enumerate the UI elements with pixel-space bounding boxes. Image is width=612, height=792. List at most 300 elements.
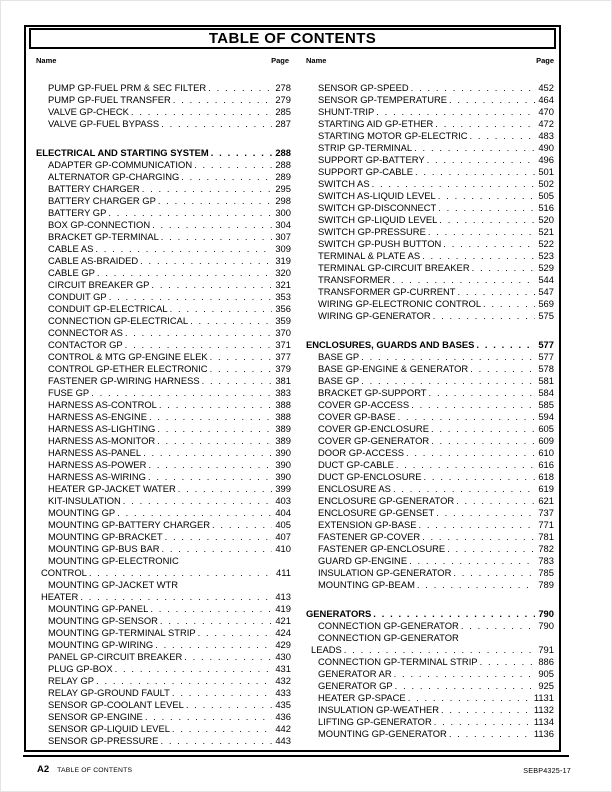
toc-entry-page: 356 <box>275 303 291 314</box>
toc-entry-page: 285 <box>275 106 291 117</box>
toc-entry-page: 319 <box>275 255 291 266</box>
toc-entry <box>306 166 554 178</box>
leader-dots <box>438 190 536 202</box>
toc-entry-page: 584 <box>538 387 554 398</box>
toc-entry <box>36 735 291 747</box>
toc-entry-label: HARNESS AS-CONTROL <box>48 399 157 410</box>
toc-entry-label: BASE GP <box>318 351 360 362</box>
leader-dots <box>431 435 535 447</box>
toc-entry <box>36 687 291 699</box>
toc-entry-page: 516 <box>538 202 554 213</box>
toc-entry-label: FUSE GP <box>48 387 90 398</box>
toc-entry <box>306 411 554 423</box>
toc-entry-page: 435 <box>275 699 291 710</box>
toc-entry <box>36 159 291 171</box>
toc-entry-page: 544 <box>538 274 554 285</box>
toc-entry-label: CONDUIT GP-ELECTRICAL <box>48 303 168 314</box>
leader-dots <box>160 615 272 627</box>
footer-page-code: A2 <box>37 764 50 775</box>
toc-entry-label: MOUNTING GP <box>48 507 116 518</box>
leader-dots <box>186 699 273 711</box>
leader-dots <box>435 118 535 130</box>
toc-entry <box>36 351 291 363</box>
toc-entry-label: HARNESS AS-PANEL <box>48 447 142 458</box>
toc-entry-label: CONNECTION GP-TERMINAL STRIP <box>318 656 478 667</box>
toc-entry <box>36 363 291 375</box>
toc-entry <box>36 82 291 94</box>
toc-entry-page: 771 <box>538 519 554 530</box>
toc-entry-page: 407 <box>275 531 291 542</box>
toc-entry-label: SENSOR GP-TEMPERATURE <box>318 94 448 105</box>
toc-entry-label: FASTENER GP-ENCLOSURE <box>318 543 446 554</box>
toc-entry <box>306 423 554 435</box>
toc-entry <box>36 267 291 279</box>
footer-section-label: TABLE OF CONTENTS <box>57 767 133 774</box>
leader-dots <box>157 435 272 447</box>
leader-dots <box>427 154 536 166</box>
toc-entry <box>36 231 291 243</box>
toc-entry <box>306 178 554 190</box>
leader-dots <box>441 704 531 716</box>
leader-dots <box>148 471 272 483</box>
toc-entry-label: CIRCUIT BREAKER GP <box>48 279 150 290</box>
toc-entry-label: CONNECTION GP-ELECTRICAL <box>48 315 189 326</box>
toc-entry-page: 781 <box>538 531 554 542</box>
toc-entry <box>36 507 291 519</box>
toc-entry-label: TERMINAL & PLATE AS <box>318 250 421 261</box>
toc-entry-label: CONTACTOR GP <box>48 339 123 350</box>
toc-entry-label: CABLE AS <box>48 243 94 254</box>
leader-dots <box>172 687 272 699</box>
leader-dots <box>117 507 272 519</box>
leader-dots <box>97 267 272 279</box>
leader-dots <box>483 298 535 310</box>
leader-dots <box>150 603 272 615</box>
leader-dots <box>190 315 272 327</box>
footer-rule <box>23 755 569 757</box>
toc-entry <box>36 519 291 531</box>
toc-entry-page: 575 <box>538 310 554 321</box>
leader-dots <box>417 579 535 591</box>
toc-column-right <box>306 82 554 740</box>
toc-entry-label: TERMINAL GP-CIRCUIT BREAKER <box>318 262 470 273</box>
toc-section-entry <box>36 147 291 159</box>
leader-dots <box>160 735 272 747</box>
toc-entry <box>36 675 291 687</box>
toc-entry-page: 359 <box>275 315 291 326</box>
toc-entry-label: HEATER <box>41 591 79 602</box>
leader-dots <box>443 238 535 250</box>
toc-entry-label: INSULATION GP-WEATHER <box>318 704 440 715</box>
leader-dots <box>439 214 535 226</box>
toc-entry <box>36 471 291 483</box>
toc-entry <box>306 656 554 668</box>
toc-entry-page: 785 <box>538 567 554 578</box>
toc-entry-page: 442 <box>275 723 291 734</box>
toc-entry-label: MOUNTING GP-PANEL <box>48 603 149 614</box>
toc-entry-page: 390 <box>275 471 291 482</box>
leader-dots <box>125 327 273 339</box>
leader-dots <box>210 351 273 363</box>
toc-entry <box>36 651 291 663</box>
toc-entry-page: 424 <box>275 627 291 638</box>
leader-dots <box>157 423 272 435</box>
toc-entry <box>36 195 291 207</box>
leader-dots <box>115 663 273 675</box>
toc-entry-label: BRACKET GP-SUPPORT <box>318 387 427 398</box>
toc-entry <box>36 387 291 399</box>
toc-entry-page: 581 <box>538 375 554 386</box>
toc-entry-page: 1134 <box>533 716 554 727</box>
toc-entry-label: SWITCH AS-LIQUID LEVEL <box>318 190 436 201</box>
toc-entry-page: 436 <box>275 711 291 722</box>
toc-entry <box>36 327 291 339</box>
leader-dots <box>461 620 536 632</box>
toc-entry-page: 405 <box>275 519 291 530</box>
leader-dots <box>143 447 272 459</box>
toc-entry-page: 618 <box>538 471 554 482</box>
toc-entry-page: 410 <box>275 543 291 554</box>
leader-dots <box>170 303 273 315</box>
toc-entry-page: 505 <box>538 190 554 201</box>
toc-entry-page: 295 <box>275 183 291 194</box>
toc-entry <box>306 190 554 202</box>
toc-entry-label: BATTERY GP <box>48 207 107 218</box>
toc-entry <box>36 447 291 459</box>
leader-dots <box>414 142 535 154</box>
toc-entry <box>36 94 291 106</box>
toc-entry-page: 433 <box>275 687 291 698</box>
toc-entry <box>306 351 554 363</box>
toc-entry-page: 789 <box>538 579 554 590</box>
toc-entry-page: 490 <box>538 142 554 153</box>
leader-dots <box>470 130 536 142</box>
toc-entry-page: 782 <box>538 543 554 554</box>
toc-entry-page: 379 <box>275 363 291 374</box>
toc-entry-page: 529 <box>538 262 554 273</box>
toc-entry-label: SWITCH AS <box>318 178 370 189</box>
toc-entry <box>36 243 291 255</box>
leader-dots <box>140 255 272 267</box>
toc-entry <box>306 716 554 728</box>
leader-dots <box>396 459 535 471</box>
toc-entry <box>36 219 291 231</box>
column-header-name-right: Name <box>306 56 327 65</box>
leader-dots <box>422 531 535 543</box>
toc-entry <box>306 250 554 262</box>
toc-entry-page: 621 <box>538 495 554 506</box>
toc-entry-label: PUMP GP-FUEL TRANSFER <box>48 94 171 105</box>
toc-entry-label: BASE GP-ENGINE & GENERATOR <box>318 363 469 374</box>
toc-entry <box>36 591 291 603</box>
toc-entry <box>36 118 291 130</box>
toc-entry <box>36 423 291 435</box>
toc-entry-page: 304 <box>275 219 291 230</box>
leader-dots <box>376 106 535 118</box>
toc-entry-page: 289 <box>275 171 291 182</box>
leader-dots <box>158 195 273 207</box>
toc-entry-label: MOUNTING GP-BRACKET <box>48 531 163 542</box>
toc-entry-label: SENSOR GP-ENGINE <box>48 711 143 722</box>
leader-dots <box>422 250 535 262</box>
toc-entry <box>306 704 554 716</box>
leader-dots <box>151 279 272 291</box>
toc-entry <box>36 531 291 543</box>
toc-entry-label: FASTENER GP-WIRING HARNESS <box>48 375 200 386</box>
toc-title-box <box>29 28 556 49</box>
toc-entry <box>306 106 554 118</box>
leader-dots <box>411 399 535 411</box>
toc-entry <box>306 543 554 555</box>
toc-entry-label: MOUNTING GP-BEAM <box>318 579 415 590</box>
toc-entry <box>36 207 291 219</box>
toc-entry-page: 371 <box>275 339 291 350</box>
toc-entry-label: PLUG GP-BOX <box>48 663 113 674</box>
toc-entry <box>306 118 554 130</box>
toc-entry-label: CONDUIT GP <box>48 291 107 302</box>
toc-entry-label: PUMP GP-FUEL PRM & SEC FILTER <box>48 82 207 93</box>
toc-entry-label: CABLE GP <box>48 267 95 278</box>
toc-entry-page: 1132 <box>533 704 554 715</box>
toc-entry-page: 464 <box>538 94 554 105</box>
toc-entry <box>306 555 554 567</box>
toc-entry-page: 523 <box>538 250 554 261</box>
toc-entry-label: GENERATOR AR <box>318 668 392 679</box>
leader-dots <box>123 495 273 507</box>
leader-dots <box>161 231 273 243</box>
leader-dots <box>344 644 536 656</box>
toc-entry-page: 470 <box>538 106 554 117</box>
leader-dots <box>202 375 273 387</box>
footer-doc-number: SEBP4325-17 <box>523 766 571 775</box>
toc-entry <box>36 279 291 291</box>
toc-entry-label: SWITCH GP-DISCONNECT <box>318 202 437 213</box>
toc-entry <box>36 291 291 303</box>
toc-entry-label: FASTENER GP-COVER <box>318 531 421 542</box>
leader-dots <box>194 159 272 171</box>
toc-entry-label: CABLE AS-BRAIDED <box>48 255 139 266</box>
toc-entry-label: ADAPTER GP-COMMUNICATION <box>48 159 193 170</box>
toc-entry-page: 790 <box>538 608 554 619</box>
toc-entry-page: 381 <box>275 375 291 386</box>
toc-entry <box>306 399 554 411</box>
leader-dots <box>392 274 535 286</box>
toc-entry-page: 430 <box>275 651 291 662</box>
leader-dots <box>125 339 273 351</box>
toc-entry-page: 383 <box>275 387 291 398</box>
toc-entry-label: WIRING GP-ELECTRONIC CONTROL <box>318 298 482 309</box>
leader-dots <box>211 147 273 159</box>
toc-entry-page: 353 <box>275 291 291 302</box>
footer-left <box>37 764 132 775</box>
toc-entry-label: MOUNTING GP-SENSOR <box>48 615 158 626</box>
toc-entry-label: GENERATOR GP <box>318 680 393 691</box>
toc-entry-label: COVER GP-GENERATOR <box>318 435 430 446</box>
toc-entry-label: CONTROL GP-ETHER ELECTRONIC <box>48 363 208 374</box>
leader-dots <box>184 651 272 663</box>
toc-entry-page: 321 <box>275 279 291 290</box>
leader-dots <box>161 543 272 555</box>
toc-entry <box>36 555 291 567</box>
toc-entry-label: LIFTING GP-GENERATOR <box>318 716 432 727</box>
leader-dots <box>155 639 272 651</box>
toc-entry-page: 413 <box>275 591 291 602</box>
toc-entry-label: BRACKET GP-TERMINAL <box>48 231 159 242</box>
leader-dots <box>89 567 273 579</box>
toc-entry-page: 547 <box>538 286 554 297</box>
toc-entry-page: 1136 <box>533 728 554 739</box>
leader-dots <box>438 202 535 214</box>
toc-entry <box>306 471 554 483</box>
toc-entry-label: MOUNTING GP-JACKET WTR <box>48 579 179 590</box>
toc-entry <box>36 495 291 507</box>
leader-dots <box>393 483 535 495</box>
toc-entry-label: BATTERY CHARGER GP <box>48 195 156 206</box>
toc-entry-page: 520 <box>538 214 554 225</box>
leader-dots <box>165 531 273 543</box>
leader-dots <box>398 411 536 423</box>
toc-entry-page: 300 <box>275 207 291 218</box>
leader-dots <box>409 555 535 567</box>
toc-entry <box>36 567 291 579</box>
toc-entry <box>306 226 554 238</box>
toc-entry <box>306 435 554 447</box>
column-header-name-left: Name <box>36 56 57 65</box>
leader-dots <box>108 207 272 219</box>
toc-entry-label: SHUNT-TRIP <box>318 106 375 117</box>
toc-entry-page: 585 <box>538 399 554 410</box>
toc-entry-page: 288 <box>275 159 291 170</box>
toc-entry-label: STARTING MOTOR GP-ELECTRIC <box>318 130 468 141</box>
leader-dots <box>433 310 536 322</box>
toc-entry <box>306 154 554 166</box>
toc-entry <box>36 435 291 447</box>
leader-dots <box>172 723 272 735</box>
toc-entry-page: 431 <box>275 663 291 674</box>
toc-entry-label: SWITCH GP-LIQUID LEVEL <box>318 214 438 225</box>
toc-entry-page: 783 <box>538 555 554 566</box>
toc-entry-page: 483 <box>538 130 554 141</box>
leader-dots <box>208 82 272 94</box>
toc-entry-page: 404 <box>275 507 291 518</box>
toc-entry <box>306 680 554 692</box>
toc-entry-label: KIT-INSULATION <box>48 495 121 506</box>
leader-dots <box>148 459 272 471</box>
toc-entry <box>306 262 554 274</box>
toc-entry-label: ENCLOSURE GP-GENERATOR <box>318 495 455 506</box>
leader-dots <box>149 411 272 423</box>
toc-entry-label: HARNESS AS-ENGINE <box>48 411 147 422</box>
toc-entry-label: SUPPORT GP-BATTERY <box>318 154 425 165</box>
toc-entry-page: 1131 <box>533 692 554 703</box>
toc-entry-label: BASE GP <box>318 375 360 386</box>
toc-entry-label: GUARD GP-ENGINE <box>318 555 408 566</box>
toc-entry-page: 501 <box>538 166 554 177</box>
leader-dots <box>431 423 535 435</box>
toc-entry-page: 377 <box>275 351 291 362</box>
toc-entry-page: 307 <box>275 231 291 242</box>
toc-entry-label: MOUNTING GP-WIRING <box>48 639 154 650</box>
leader-dots <box>411 82 536 94</box>
toc-entry <box>36 639 291 651</box>
toc-section-entry <box>306 608 554 620</box>
toc-entry-page: 886 <box>538 656 554 667</box>
toc-entry-page: 432 <box>275 675 291 686</box>
toc-entry <box>36 711 291 723</box>
toc-entry-label: EXTENSION GP-BASE <box>318 519 417 530</box>
toc-entry-label: TRANSFORMER GP-CURRENT <box>318 286 456 297</box>
toc-entry-label: HARNESS AS-MONITOR <box>48 435 156 446</box>
toc-entry <box>36 663 291 675</box>
leader-dots <box>434 716 531 728</box>
leader-dots <box>447 543 535 555</box>
leader-dots <box>456 495 535 507</box>
toc-entry-label: HEATER GP-JACKET WATER <box>48 483 176 494</box>
toc-entry-page: 905 <box>538 668 554 679</box>
toc-entry <box>306 375 554 387</box>
leader-dots <box>406 447 535 459</box>
leader-dots <box>361 375 535 387</box>
toc-entry-page: 390 <box>275 459 291 470</box>
toc-entry-label: MOUNTING GP-TERMINAL STRIP <box>48 627 196 638</box>
leader-dots <box>424 471 536 483</box>
toc-entry-label: SENSOR GP-COOLANT LEVEL <box>48 699 184 710</box>
toc-entry <box>306 387 554 399</box>
leader-dots <box>173 94 273 106</box>
toc-entry <box>306 495 554 507</box>
toc-entry <box>306 238 554 250</box>
leader-dots <box>470 363 535 375</box>
toc-entry <box>36 339 291 351</box>
toc-entry <box>36 399 291 411</box>
toc-entry <box>306 363 554 375</box>
leader-dots <box>145 711 273 723</box>
toc-entry-page: 298 <box>275 195 291 206</box>
toc-entry-label: STRIP GP-TERMINAL <box>318 142 413 153</box>
toc-entry <box>36 699 291 711</box>
leader-dots <box>131 106 272 118</box>
toc-entry <box>36 411 291 423</box>
toc-entry-page: 619 <box>538 483 554 494</box>
toc-entry-page: 790 <box>538 620 554 631</box>
toc-entry-page: 411 <box>276 567 291 578</box>
toc-entry-page: 403 <box>275 495 291 506</box>
toc-entry-page: 309 <box>275 243 291 254</box>
leader-dots <box>161 118 272 130</box>
toc-entry <box>306 214 554 226</box>
toc-entry-label: SWITCH GP-PRESSURE <box>318 226 426 237</box>
leader-dots <box>178 483 273 495</box>
toc-entry-page: 278 <box>275 82 291 93</box>
toc-entry <box>36 627 291 639</box>
leader-dots <box>181 171 272 183</box>
toc-entry-label: WIRING GP-GENERATOR <box>318 310 431 321</box>
leader-dots <box>373 608 535 620</box>
toc-entry-label: ALTERNATOR GP-CHARGING <box>48 171 180 182</box>
toc-entry <box>306 531 554 543</box>
toc-entry-page: 288 <box>275 147 291 158</box>
toc-entry-page: 320 <box>275 267 291 278</box>
leader-dots <box>428 226 536 238</box>
toc-entry-label: HARNESS AS-POWER <box>48 459 147 470</box>
leader-dots <box>415 166 535 178</box>
toc-entry-page: 610 <box>538 447 554 458</box>
toc-entry-label: SENSOR GP-PRESSURE <box>48 735 159 746</box>
leader-dots <box>418 519 535 531</box>
leader-dots <box>449 94 535 106</box>
toc-entry-page: 388 <box>275 411 291 422</box>
leader-dots <box>395 680 536 692</box>
